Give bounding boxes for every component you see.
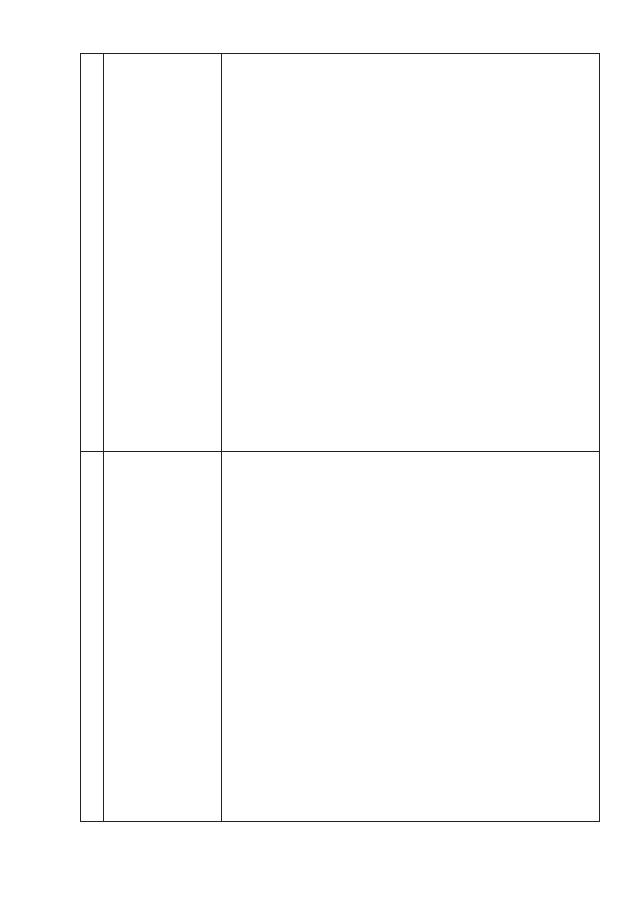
column-divider	[221, 54, 222, 821]
row-divider	[81, 451, 599, 452]
program-table	[80, 53, 600, 822]
column-divider	[103, 54, 104, 821]
